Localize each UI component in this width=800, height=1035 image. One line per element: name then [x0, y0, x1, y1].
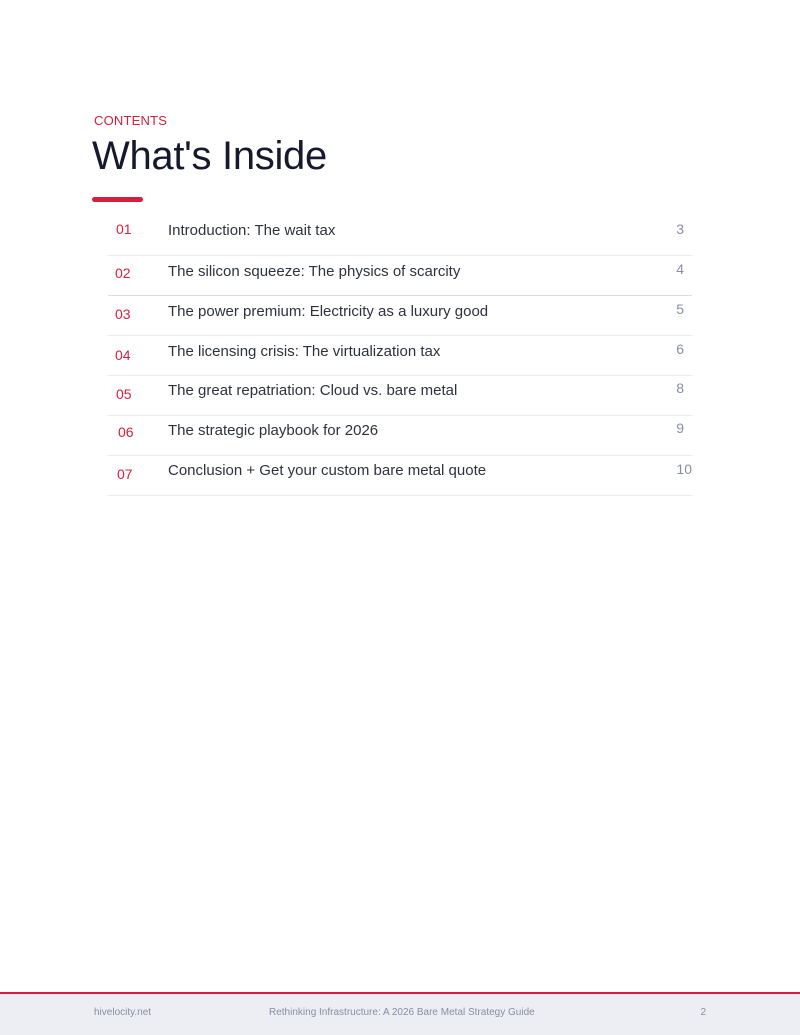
toc-number: 04: [115, 347, 131, 363]
toc-page-number: 3: [676, 221, 684, 237]
toc-page-number: 5: [676, 301, 684, 317]
toc-label: The licensing crisis: The virtualization tax: [168, 343, 441, 360]
toc-item-conclusion[interactable]: [108, 456, 692, 496]
footer-site: hivelocity.net: [94, 1007, 152, 1018]
toc-item-introduction[interactable]: [108, 212, 692, 256]
toc-item-power-premium[interactable]: [108, 296, 692, 336]
toc-item-great-repatriation[interactable]: [108, 376, 692, 416]
toc-item-silicon-squeeze[interactable]: [108, 256, 692, 296]
toc-label: Introduction: The wait tax: [168, 222, 336, 239]
toc-number: 03: [115, 306, 131, 322]
footer-page-number: 2: [700, 1007, 706, 1018]
toc-item-strategic-playbook[interactable]: [108, 416, 692, 456]
toc-label: The silicon squeeze: The physics of scarcity: [168, 263, 461, 280]
toc-number: 07: [117, 466, 133, 482]
table-of-contents: [108, 212, 692, 496]
toc-number: 01: [116, 221, 132, 237]
toc-page-number: 9: [676, 420, 684, 436]
footer-doc-title: Rethinking Infrastructure: A 2026 Bare Metal Strategy Guide: [269, 1007, 535, 1018]
toc-page-number: 6: [676, 341, 684, 357]
toc-page-number: 10: [676, 461, 692, 477]
section-eyebrow: CONTENTS: [94, 113, 168, 128]
toc-label: The great repatriation: Cloud vs. bare metal: [168, 382, 458, 399]
toc-item-licensing-crisis[interactable]: [108, 336, 692, 376]
toc-number: 02: [115, 265, 131, 281]
toc-page-number: 4: [676, 261, 684, 277]
title-accent-bar: [92, 197, 143, 202]
toc-label: Conclusion + Get your custom bare metal quote: [168, 462, 487, 479]
toc-page-number: 8: [676, 380, 684, 396]
page-footer: [0, 992, 800, 1035]
page-title: What's Inside: [92, 134, 327, 178]
toc-number: 06: [118, 424, 134, 440]
toc-label: The strategic playbook for 2026: [168, 422, 379, 439]
toc-number: 05: [116, 386, 132, 402]
toc-label: The power premium: Electricity as a luxury good: [168, 303, 489, 320]
